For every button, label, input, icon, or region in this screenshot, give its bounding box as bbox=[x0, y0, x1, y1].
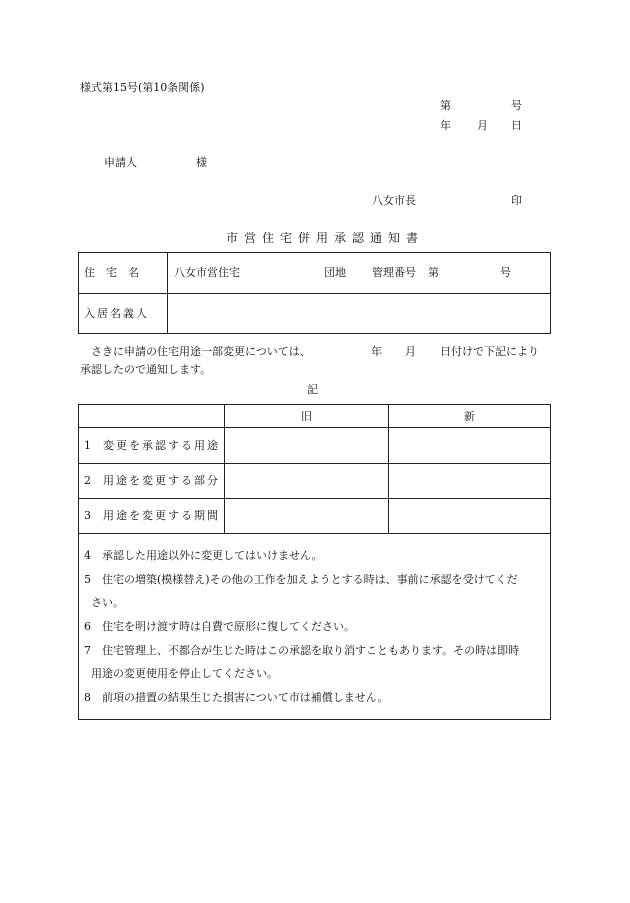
change-table-header-divider bbox=[78, 427, 551, 428]
body-year: 年 bbox=[371, 345, 382, 358]
column-header-old: 旧 bbox=[301, 410, 312, 423]
applicant-honorific: 様 bbox=[196, 156, 207, 169]
form-number: 様式第15号(第10条関係) bbox=[80, 81, 205, 94]
row-number: 3 bbox=[84, 509, 91, 522]
control-number-label: 管理番号 bbox=[372, 266, 416, 279]
note-line: さい。 bbox=[91, 596, 124, 609]
tenant-name-label: 入居名義人 bbox=[84, 307, 149, 320]
note-line: 7 住宅管理上、不都合が生じた時はこの承認を取り消すこともあります。その時は即時 bbox=[84, 644, 520, 657]
control-number-suffix: 号 bbox=[500, 266, 511, 279]
date-day: 日 bbox=[511, 119, 522, 132]
date-month: 月 bbox=[477, 119, 488, 132]
body-line-1: さきに申請の住宅用途一部変更については、 bbox=[91, 345, 311, 358]
change-table-column-divider bbox=[224, 404, 225, 533]
row-number: 2 bbox=[84, 474, 91, 487]
note-line: 5 住宅の増築(模様替え)その他の工作を加えようとする時は、事前に承認を受けてくだ bbox=[84, 573, 518, 586]
control-number-prefix: 第 bbox=[428, 266, 439, 279]
note-line: 4 承認した用途以外に変更してはいけません。 bbox=[84, 549, 323, 562]
body-line-2: 承認したので通知します。 bbox=[80, 363, 212, 376]
change-table-row-divider bbox=[78, 498, 551, 499]
ki-heading: 記 bbox=[307, 383, 318, 396]
row-number: 1 bbox=[84, 439, 91, 452]
row-label: 用途を変更する部分 bbox=[103, 474, 220, 487]
document-number-prefix: 第 bbox=[440, 99, 451, 112]
note-line: 8 前項の措置の結果生じた損害について市は補償しません。 bbox=[84, 691, 389, 704]
body-line-1-end: 日付けで下記により bbox=[440, 345, 539, 358]
change-table-notes-divider bbox=[78, 533, 551, 534]
column-header-new: 新 bbox=[464, 410, 475, 423]
document-number-suffix: 号 bbox=[511, 99, 522, 112]
issuer-title: 八女市長 bbox=[372, 194, 416, 207]
seal-mark: 印 bbox=[511, 194, 522, 207]
info-table-divider bbox=[78, 293, 551, 294]
row-label: 変更を承認する用途 bbox=[103, 439, 220, 452]
applicant-label: 申請人 bbox=[104, 156, 137, 169]
note-line: 用途の変更使用を停止してください。 bbox=[91, 667, 278, 680]
date-year: 年 bbox=[440, 119, 451, 132]
document-title: 市営住宅併用承認通知書 bbox=[226, 231, 425, 245]
danchi-label: 団地 bbox=[324, 266, 346, 279]
info-table-column-divider bbox=[167, 252, 168, 334]
housing-complex-name: 八女市営住宅 bbox=[174, 266, 240, 279]
change-table-row-divider bbox=[78, 463, 551, 464]
row-label: 用途を変更する期間 bbox=[103, 509, 220, 522]
body-month: 月 bbox=[405, 345, 416, 358]
housing-name-label: 住 宅 名 bbox=[84, 266, 139, 279]
note-line: 6 住宅を明け渡す時は自費で原形に復してください。 bbox=[84, 620, 355, 633]
change-table-column-divider bbox=[388, 404, 389, 533]
